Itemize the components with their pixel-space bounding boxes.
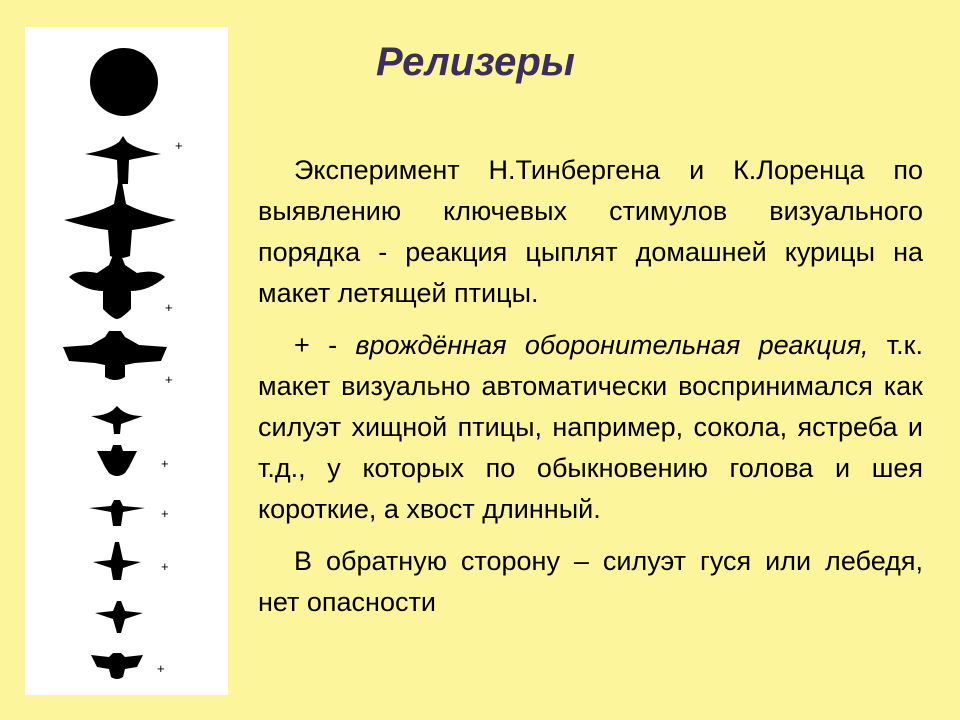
bird-silhouette-icon <box>91 406 143 434</box>
body-text <box>258 150 923 634</box>
paragraph-innate-reaction <box>258 325 923 530</box>
plus-marker: + <box>161 456 169 471</box>
bird-silhouette-icon <box>97 445 137 476</box>
bird-silhouette-icon <box>89 500 145 526</box>
bird-silhouette-icon <box>64 182 176 258</box>
plus-marker: + <box>165 372 173 387</box>
bird-silhouettes-figure <box>25 27 228 695</box>
bird-silhouette-icon <box>85 136 161 184</box>
circle-silhouette-icon <box>90 48 158 116</box>
paragraph-goose-swan: В обратную сторону – силуэт гуся или лебедя, нет опасности <box>258 546 923 617</box>
silhouette-panel <box>25 27 228 695</box>
bird-silhouette-icon <box>91 653 143 679</box>
bird-silhouette-icon <box>63 331 167 380</box>
slide-title: Релизеры <box>376 40 575 84</box>
bird-silhouette-icon <box>95 601 143 633</box>
plus-marker: + <box>165 300 173 315</box>
plus-marker: + <box>175 138 183 153</box>
emphasis-text: врождённая оборонительная реакция, <box>355 330 869 360</box>
plus-legend: + - <box>294 330 356 360</box>
paragraph-experiment: Эксперимент Н.Тинбергена и К.Лоренца по выявлению ключевых стимулов визуального порядка - реакция цыплят домашней курицы на макет летящей птицы. <box>258 155 923 308</box>
explanation-text: т.к. макет визуально автоматически воспринимался как силуэт хищной птицы, например, сокола, ястреба и т.д., у которых по обыкновению голова и шея короткие, а хвост длинный. <box>258 330 923 524</box>
bird-silhouette-icon <box>69 255 165 319</box>
bird-silhouette-icon <box>93 542 141 580</box>
plus-marker: + <box>161 506 169 521</box>
plus-marker: + <box>161 559 169 574</box>
plus-marker: + <box>157 661 165 676</box>
